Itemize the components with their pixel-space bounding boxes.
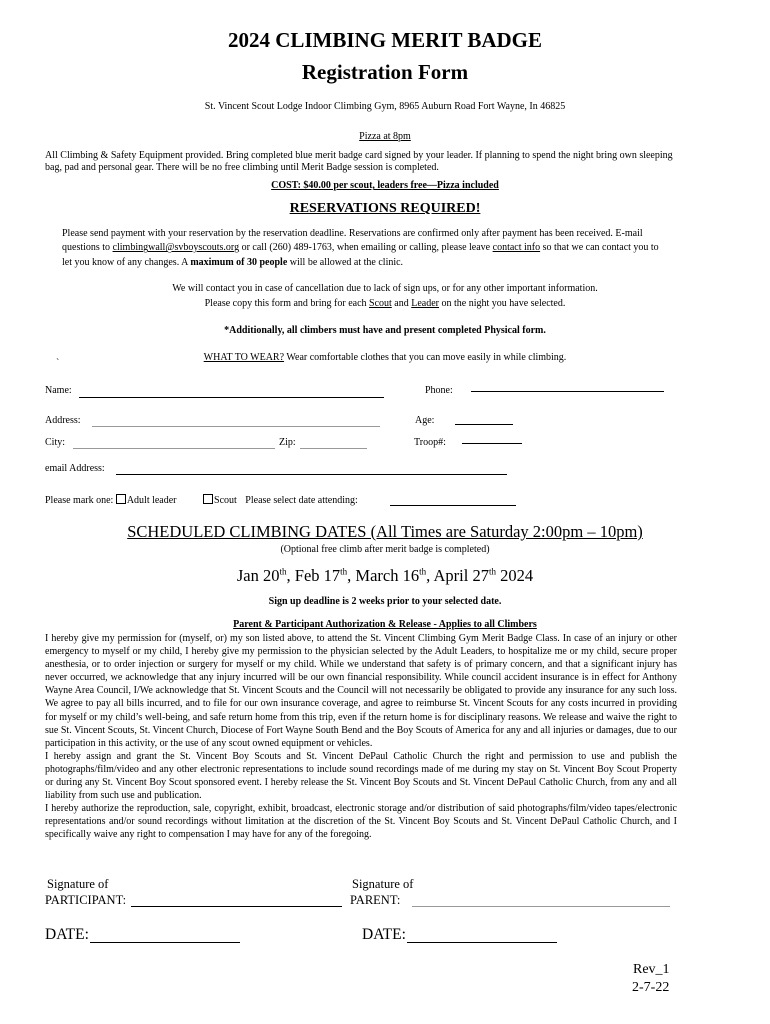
- schedule-heading: SCHEDULED CLIMBING DATES (All Times are Saturday 2:00pm – 10pm): [127, 522, 643, 541]
- phone-label: Phone:: [425, 385, 453, 396]
- form-title: 2024 CLIMBING MERIT BADGE: [227, 28, 543, 52]
- attendee-type-row: Please mark one: Adult leader Scout Please select date attending:: [45, 495, 358, 506]
- troop-label: Troop#:: [414, 437, 446, 448]
- max-people: maximum of 30 people: [190, 256, 288, 268]
- release-heading: Parent & Participant Authorization & Release - Applies to all Climbers: [233, 619, 537, 630]
- participant-sig-label-top: Signature of: [47, 877, 109, 891]
- name-label: Name:: [45, 385, 72, 396]
- age-label: Age:: [415, 415, 435, 426]
- parent-date-field[interactable]: [407, 942, 557, 943]
- email-label: email Address:: [45, 463, 105, 474]
- parent-sig-label-top: Signature of: [352, 877, 414, 891]
- schedule-dates: [0, 566, 770, 586]
- zip-field[interactable]: [300, 448, 367, 449]
- name-field[interactable]: [79, 397, 384, 398]
- contact-info-text: contact info: [492, 242, 541, 254]
- age-field[interactable]: [455, 424, 513, 425]
- parent-signature-field[interactable]: [412, 906, 670, 907]
- date-attending-field[interactable]: [390, 505, 516, 506]
- email-link[interactable]: climbingwall@svboyscouts.org: [112, 242, 240, 254]
- release-text: [45, 632, 677, 842]
- zip-label: Zip:: [279, 437, 296, 448]
- participant-sig-label: PARTICIPANT:: [45, 893, 127, 907]
- revision-number: Rev_1: [633, 962, 670, 977]
- adult-leader-checkbox[interactable]: [116, 494, 126, 504]
- release-paragraph-1: I hereby give my permission for (myself, or) my son listed above, to attend the St. Vincent Climbing Gym Merit Badge Class. In case of an injury or other emergency to myself or my child, I hereby give my permission to the physician selected by the Adult Leaders, to hospitalize me or my child, secure proper anesthesia, or to order injection or surgery for myself or my child. While we understand that safety is of primary concern, and that a significant injury has never occurred, we acknowledge that any injury incurred will be our own financial responsibility. While council accident insurance is in effect for Anthony Wayne Area Council, I/We acknowledge that St. Vincent Scouts and the Council will not necessarily be obligated to provide any insurance for any such loss. We agree to pay all bills incurred, and to file for our own insurance coverage, and agree to reimburse St. Vincent Scouts for any costs incurred in providing for myself or my child’s well-being, and safe return home from this trip, even if the return home is for disciplinary reasons. We release and waive the right to sue St. Vincent Scouts, St. Vincent Church, Diocese of Fort Wayne South Bend and the Boy Scouts of America for any and all injuries or damages, due to our participation in this activity, or the use of any scout owned equipment or vehicles.: [45, 633, 677, 749]
- scout-checkbox[interactable]: [203, 494, 213, 504]
- troop-field[interactable]: [462, 443, 522, 444]
- date-3: March 16th,: [355, 566, 434, 585]
- parent-date-label: DATE:: [362, 926, 406, 943]
- participant-date-label: DATE:: [45, 926, 89, 943]
- address-field[interactable]: [92, 426, 380, 427]
- phone-field[interactable]: [471, 391, 664, 392]
- participant-signature-field[interactable]: [131, 906, 342, 907]
- address-label: Address:: [45, 415, 81, 426]
- schedule-note: (Optional free climb after merit badge is completed): [280, 544, 490, 555]
- signup-deadline: Sign up deadline is 2 weeks prior to your selected date.: [268, 596, 502, 607]
- what-to-wear: WHAT TO WEAR? Wear comfortable clothes that you can move easily in while climbing.: [203, 352, 567, 363]
- release-paragraph-3: I hereby authorize the reproduction, sale, copyright, exhibit, broadcast, electronic storage and/or distribution of said photographs/film/video tapes/electronic representations and/or sound recordings without limitation at the discretion of the St. Vincent Boy Scouts and St. Vincent DePaul Catholic Church, and I specifically waive any right to compensation I may have for any of the foregoing.: [45, 803, 677, 841]
- physical-form-note: *Additionally, all climbers must have and present completed Physical form.: [224, 325, 546, 336]
- release-paragraph-2: I hereby assign and grant the St. Vincent Boy Scouts and St. Vincent DePaul Catholic Church the right and permission to use and publish the photographs/film/video and any other electronic representations to include sound recordings made of me during my stay on St. Vincent Boy Scout Property or during any St. Vincent Boy Scout sponsored event. I hereby release the St. Vincent Boy Scouts and St. Vincent DePaul Catholic Church, from any and all liability from such use and publication.: [45, 750, 677, 802]
- parent-sig-label: PARENT:: [350, 893, 401, 907]
- equipment-note: All Climbing & Safety Equipment provided. Bring completed blue merit badge card signed by your leader. If planning to spend the night bring own sleeping bag, pad and personal gear. There will be no free climbing until Merit Badge session is completed.: [45, 150, 673, 173]
- cancellation-note: We will contact you in case of cancellation due to lack of sign ups, or for any other important information.: [172, 283, 598, 294]
- email-field[interactable]: [116, 474, 507, 475]
- payment-paragraph: Please send payment with your reservation by the reservation deadline. Reservations are confirmed only after payment has been received. E-mail questions to climbingwall@svboyscouts.org or call (260) 489-1763, when emailing or calling, please leave contact info so that we can contact you to let you know of any changes. A maximum of 30 people will be allowed at the clinic.: [62, 228, 659, 268]
- location-line: St. Vincent Scout Lodge Indoor Climbing Gym, 8965 Auburn Road Fort Wayne, In 46825: [204, 101, 566, 112]
- date-2: Feb 17th,: [294, 566, 356, 585]
- tick-mark: `: [56, 358, 60, 369]
- city-label: City:: [45, 437, 66, 448]
- participant-date-field[interactable]: [90, 942, 240, 943]
- date-4: April 27th 2024: [433, 566, 534, 585]
- reservations-heading: RESERVATIONS REQUIRED!: [289, 201, 481, 216]
- city-field[interactable]: [73, 448, 275, 449]
- pizza-note: Pizza at 8pm: [359, 131, 411, 142]
- copy-form-note: Please copy this form and bring for each Scout and Leader on the night you have selected.: [204, 298, 566, 309]
- form-subtitle: Registration Form: [301, 60, 469, 84]
- revision-date: 2-7-22: [632, 980, 670, 995]
- cost-line: COST: $40.00 per scout, leaders free—Pizza included: [271, 180, 499, 191]
- date-1: Jan 20th,: [236, 566, 295, 585]
